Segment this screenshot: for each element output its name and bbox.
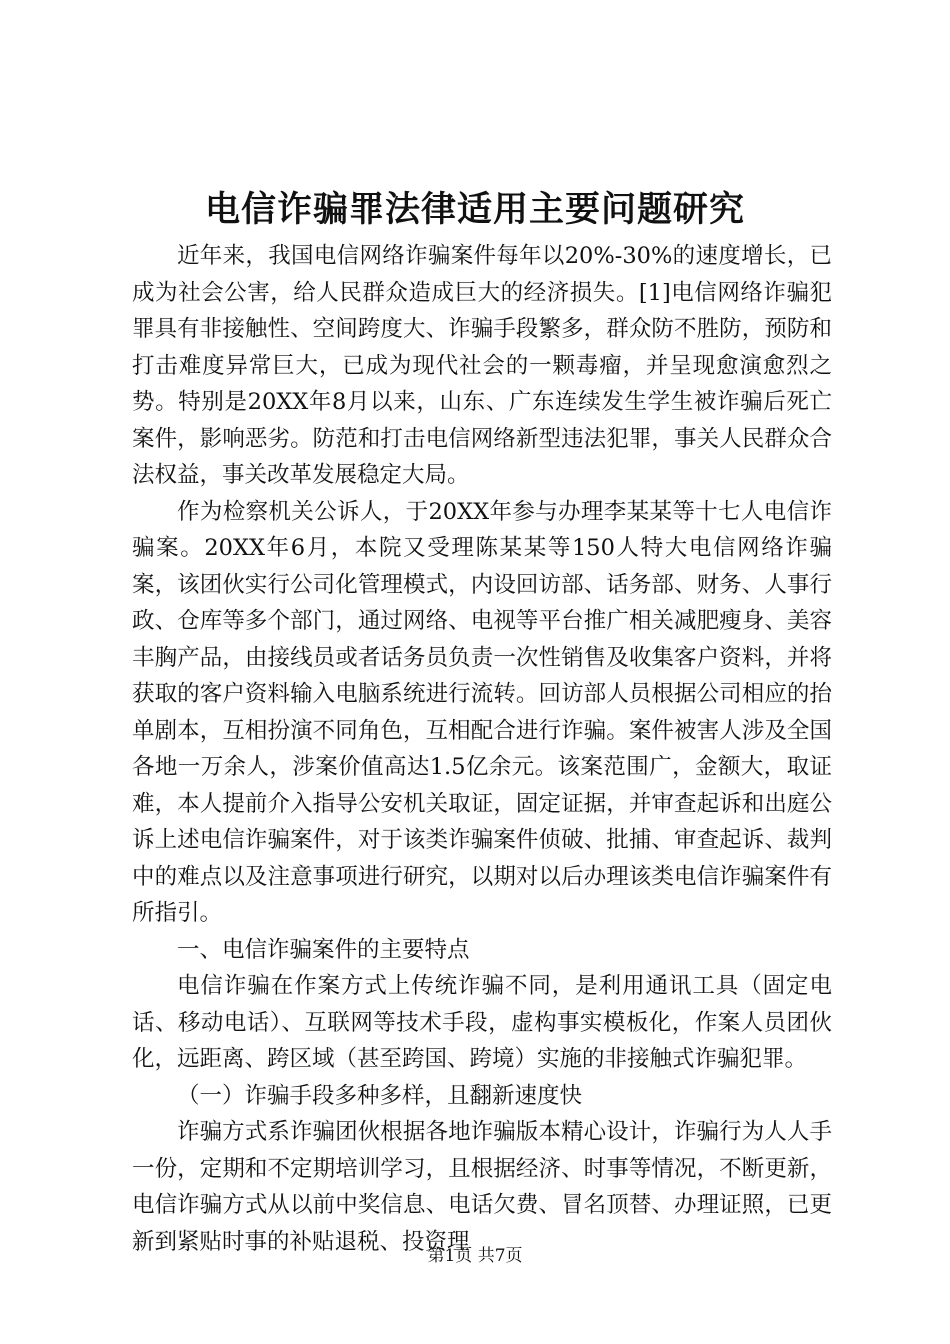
section-heading-features: 一、电信诈骗案件的主要特点 xyxy=(177,936,470,963)
page-footer: 第1页 共7页 xyxy=(427,1246,523,1266)
paragraph-methods: 诈骗方式系诈骗团伙根据各地诈骗版本精心设计，诈骗行为人人手一份，定期和不定期培训学习，且根据经济、时事等情况，不断更新，电信诈骗方式从以前中奖信息、电话欠费、冒名顶替、办理证照，已更新到紧贴时事的补贴退税、投资理 xyxy=(132,1119,832,1255)
document-title: 电信诈骗罪法律适用主要问题研究 xyxy=(204,189,745,230)
paragraph-intro: 近年来，我国电信网络诈骗案件每年以20%-30%的速度增长，已成为社会公害，给人民群众造成巨大的经济损失。[1]电信网络诈骗犯罪具有非接触性、空间跨度大、诈骗手段繁多，群众防不胜防，预防和打击难度异常巨大，已成为现代社会的一颗毒瘤，并呈现愈演愈烈之势。特别是20XX年8月以来，山东、广东连续发生学生被诈骗后死亡案件，影响恶劣。防范和打击电信网络新型违法犯罪，事关人民群众合法权益，事关改革发展稳定大局。 xyxy=(132,243,832,488)
document-body xyxy=(132,238,832,1260)
paragraph-features-summary: 电信诈骗在作案方式上传统诈骗不同，是利用通讯工具（固定电话、移动电话）、互联网等技术手段，虚构事实模板化，作案人员团伙化，远距离、跨区域（甚至跨国、跨境）实施的非接触式诈骗犯罪。 xyxy=(132,973,832,1072)
paragraph-case-background: 作为检察机关公诉人，于20XX年参与办理李某某等十七人电信诈骗案。20XX年6月，本院又受理陈某某等150人特大电信网络诈骗案，该团伙实行公司化管理模式，内设回访部、话务部、财务、人事行政、仓库等多个部门，通过网络、电视等平台推广相关减肥瘦身、美容丰胸产品，由接线员或者话务员负责一次性销售及收集客户资料，并将获取的客户资料输入电脑系统进行流转。回访部人员根据公司相应的抬单剧本，互相扮演不同角色，互相配合进行诈骗。案件被害人涉及全国各地一万余人，涉案价值高达1.5亿余元。该案范围广，金额大，取证难，本人提前介入指导公安机关取证，固定证据，并审查起诉和出庭公诉上述电信诈骗案件，对于该类诈骗案件侦破、批捕、审查起诉、裁判中的难点以及注意事项进行研究，以期对以后办理该类电信诈骗案件有所指引。 xyxy=(132,498,832,926)
subsection-heading-methods: （一）诈骗手段多种多样，且翻新速度快 xyxy=(177,1082,583,1109)
